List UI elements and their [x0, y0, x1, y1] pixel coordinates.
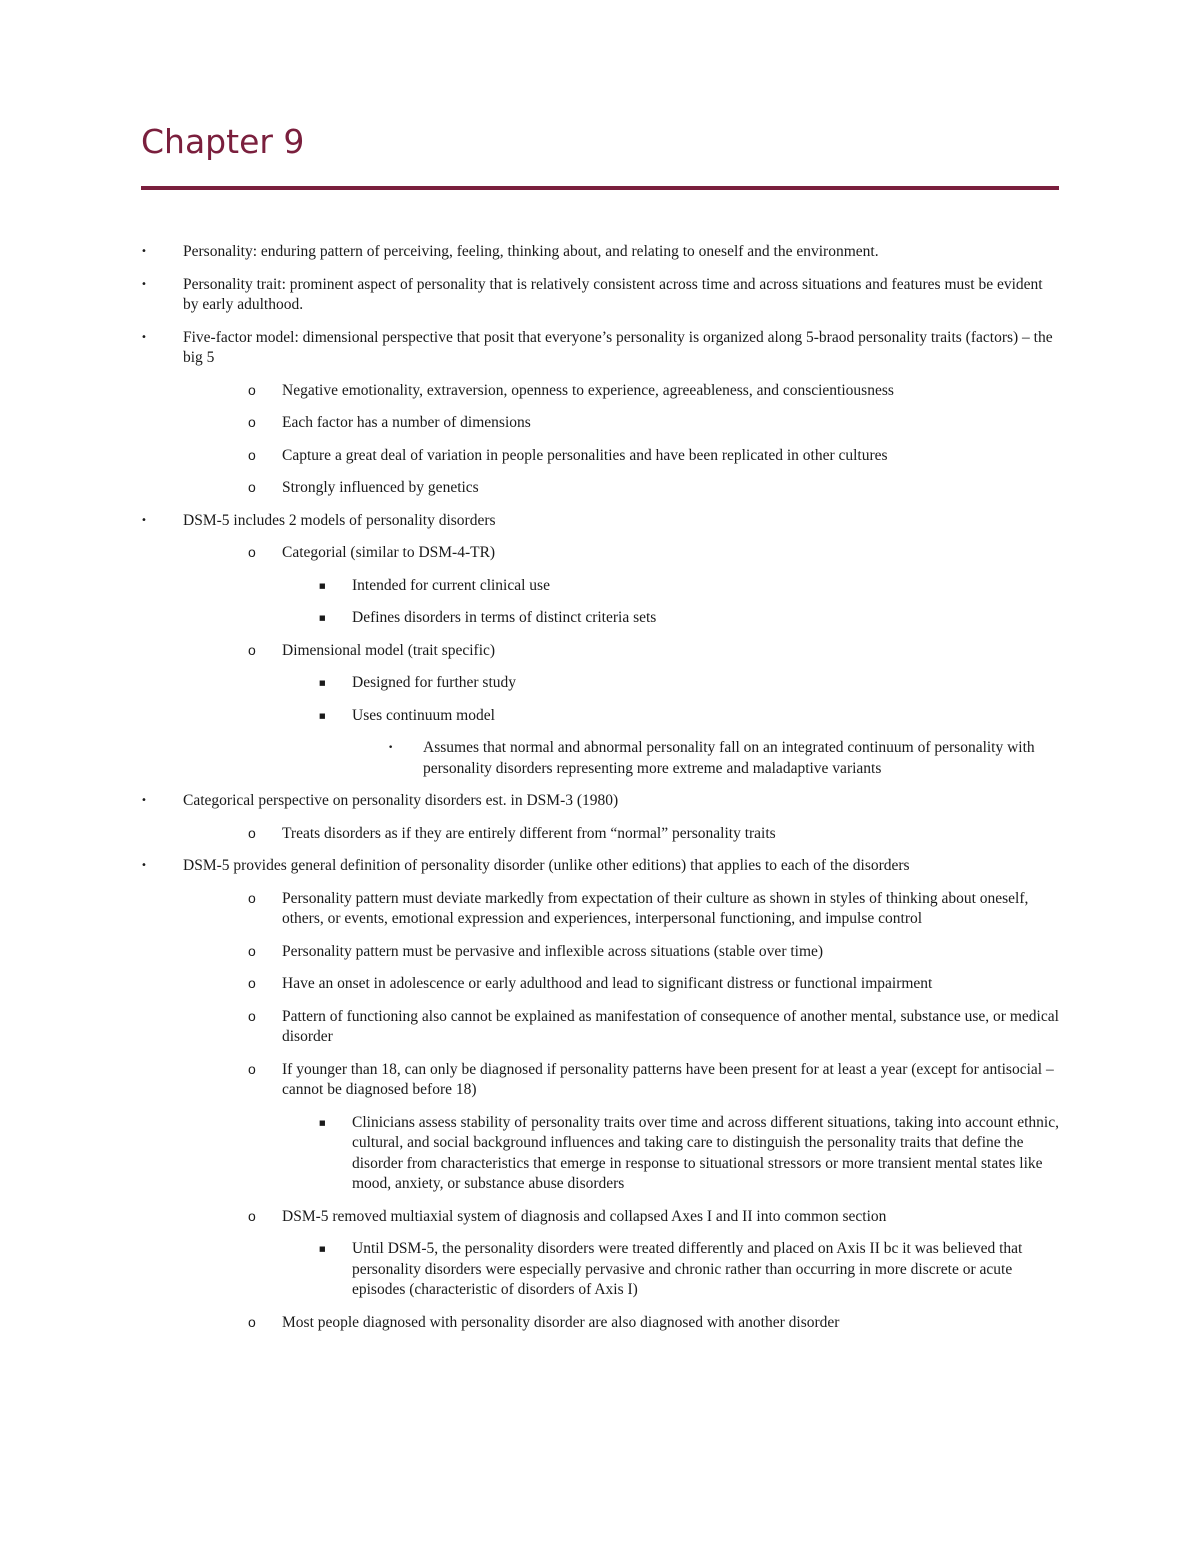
list-item-text: Strongly influenced by genetics [282, 479, 479, 496]
outline-list [0, 242, 1200, 1345]
list-item-text: Clinicians assess stability of personality traits over time and across different situations, taking into account ethnic, cultural, and social background influences and taking care to distinguish the personality traits that define the disorder from characteristics that emerge in response to situational stressors or more transient mental states like mood, anxiety, or substance abuse disorders [352, 1113, 1059, 1192]
list-item [141, 791, 1059, 812]
list-item [141, 242, 1059, 263]
list-item [248, 889, 1059, 930]
bullet-marker: o [248, 446, 256, 463]
list-item-text: Dimensional model (trait specific) [282, 641, 496, 659]
list-item [248, 446, 1059, 467]
list-item-text: Until DSM-5, the personality disorders were treated differently and placed on Axis II bc it was believed that personality disorders were especially pervasive and chronic rather than occurring in more discrete or acute episodes (characteristic of disorders of Axis I) [352, 1240, 1023, 1298]
list-item [141, 275, 1059, 316]
bullet-marker: • [141, 331, 147, 343]
list-item [248, 942, 1059, 963]
bullet-marker: o [248, 381, 256, 398]
list-item-text: Negative emotionality, extraversion, openness to experience, agreeableness, and conscientiousness [282, 381, 894, 399]
bullet-marker: o [248, 1060, 256, 1077]
bullet-marker: o [248, 544, 256, 560]
list-item-text: DSM-5 removed multiaxial system of diagnosis and collapsed Axes I and II into common section [282, 1207, 887, 1225]
list-item [319, 576, 1059, 597]
list-item-text: Have an onset in adolescence or early adulthood and lead to significant distress or functional impairment [282, 975, 933, 992]
list-item-text: Personality trait: prominent aspect of personality that is relatively consistent across time and across situations and features must be evident by early adulthood. [183, 275, 1043, 313]
list-item [319, 1113, 1059, 1195]
list-item [319, 706, 1059, 727]
page-title: Chapter 9 [141, 122, 305, 161]
list-item [388, 738, 1059, 779]
list-item [248, 1313, 1059, 1334]
list-item-text: Uses continuum model [352, 706, 495, 724]
list-item-text: Categorical perspective on personality disorders est. in DSM-3 (1980) [183, 792, 619, 809]
bullet-marker: o [248, 641, 256, 658]
bullet-marker: o [248, 1313, 256, 1330]
list-item-text: Pattern of functioning also cannot be explained as manifestation of consequence of another mental, substance use, or medical disorder [282, 1007, 1059, 1045]
bullet-marker: • [141, 860, 147, 871]
bullet-marker: ■ [319, 1118, 326, 1127]
list-item [319, 673, 1059, 694]
list-item-text: Personality pattern must deviate markedly from expectation of their culture as shown in styles of thinking about oneself, others, or events, emotional expression and experiences, interpersonal functioning, and impulse control [282, 889, 1029, 927]
list-item-text: If younger than 18, can only be diagnosed if personality patterns have been present for at least a year (except for antisocial – cannot be diagnosed before 18) [282, 1060, 1054, 1098]
list-item-text: Capture a great deal of variation in people personalities and have been replicated in other cultures [282, 446, 888, 464]
bullet-marker: o [248, 824, 256, 841]
list-item [141, 328, 1059, 369]
bullet-marker: ■ [319, 581, 326, 590]
bullet-marker: o [248, 889, 256, 906]
list-item-text: Intended for current clinical use [352, 576, 550, 594]
list-item-text: DSM-5 includes 2 models of personality disorders [183, 511, 496, 529]
bullet-marker: • [141, 514, 147, 526]
bullet-marker: o [248, 1007, 256, 1024]
list-item [248, 478, 1059, 499]
bullet-marker: o [248, 479, 256, 495]
list-item-text: Defines disorders in terms of distinct criteria sets [352, 609, 657, 626]
list-item [248, 1007, 1059, 1048]
list-item-text: DSM-5 provides general definition of personality disorder (unlike other editions) that applies to each of the disorders [183, 857, 910, 874]
bullet-marker: • [141, 278, 147, 290]
bullet-marker: o [248, 975, 256, 991]
list-item [248, 974, 1059, 995]
list-item [319, 1239, 1059, 1301]
list-item-text: Designed for further study [352, 674, 516, 691]
list-item [141, 511, 1059, 532]
list-item [248, 381, 1059, 402]
bullet-marker: • [388, 743, 394, 753]
list-item [248, 543, 1059, 564]
list-item-text: Five-factor model: dimensional perspective that posit that everyone’s personality is organized along 5-braod personality traits (factors) – the big 5 [183, 328, 1053, 366]
bullet-marker: ■ [319, 614, 326, 622]
bullet-marker: • [141, 795, 147, 806]
bullet-marker: ■ [319, 679, 326, 687]
bullet-marker: ■ [319, 711, 326, 720]
list-item-text: Personality pattern must be pervasive and inflexible across situations (stable over time) [282, 942, 824, 960]
bullet-marker: o [248, 1207, 256, 1224]
list-item-text: Categorial (similar to DSM-4-TR) [282, 544, 496, 561]
bullet-marker: o [248, 942, 256, 959]
list-item-text: Each factor has a number of dimensions [282, 414, 531, 431]
list-item [248, 1060, 1059, 1101]
list-item [248, 824, 1059, 845]
bullet-marker: o [248, 414, 256, 430]
list-item-text: Most people diagnosed with personality disorder are also diagnosed with another disorder [282, 1313, 840, 1331]
list-item [319, 608, 1059, 629]
list-item [141, 856, 1059, 877]
list-item-text: Personality: enduring pattern of perceiving, feeling, thinking about, and relating to oneself and the environment. [183, 243, 879, 260]
bullet-marker: ■ [319, 1245, 326, 1253]
list-item [248, 1207, 1059, 1228]
bullet-marker: • [141, 246, 147, 257]
title-divider [141, 186, 1059, 190]
list-item-text: Treats disorders as if they are entirely different from “normal” personality traits [282, 824, 776, 842]
list-item-text: Assumes that normal and abnormal personality fall on an integrated continuum of personality with personality disorders representing more extreme and maladaptive variants [423, 739, 1035, 777]
list-item [248, 413, 1059, 434]
list-item [248, 641, 1059, 662]
